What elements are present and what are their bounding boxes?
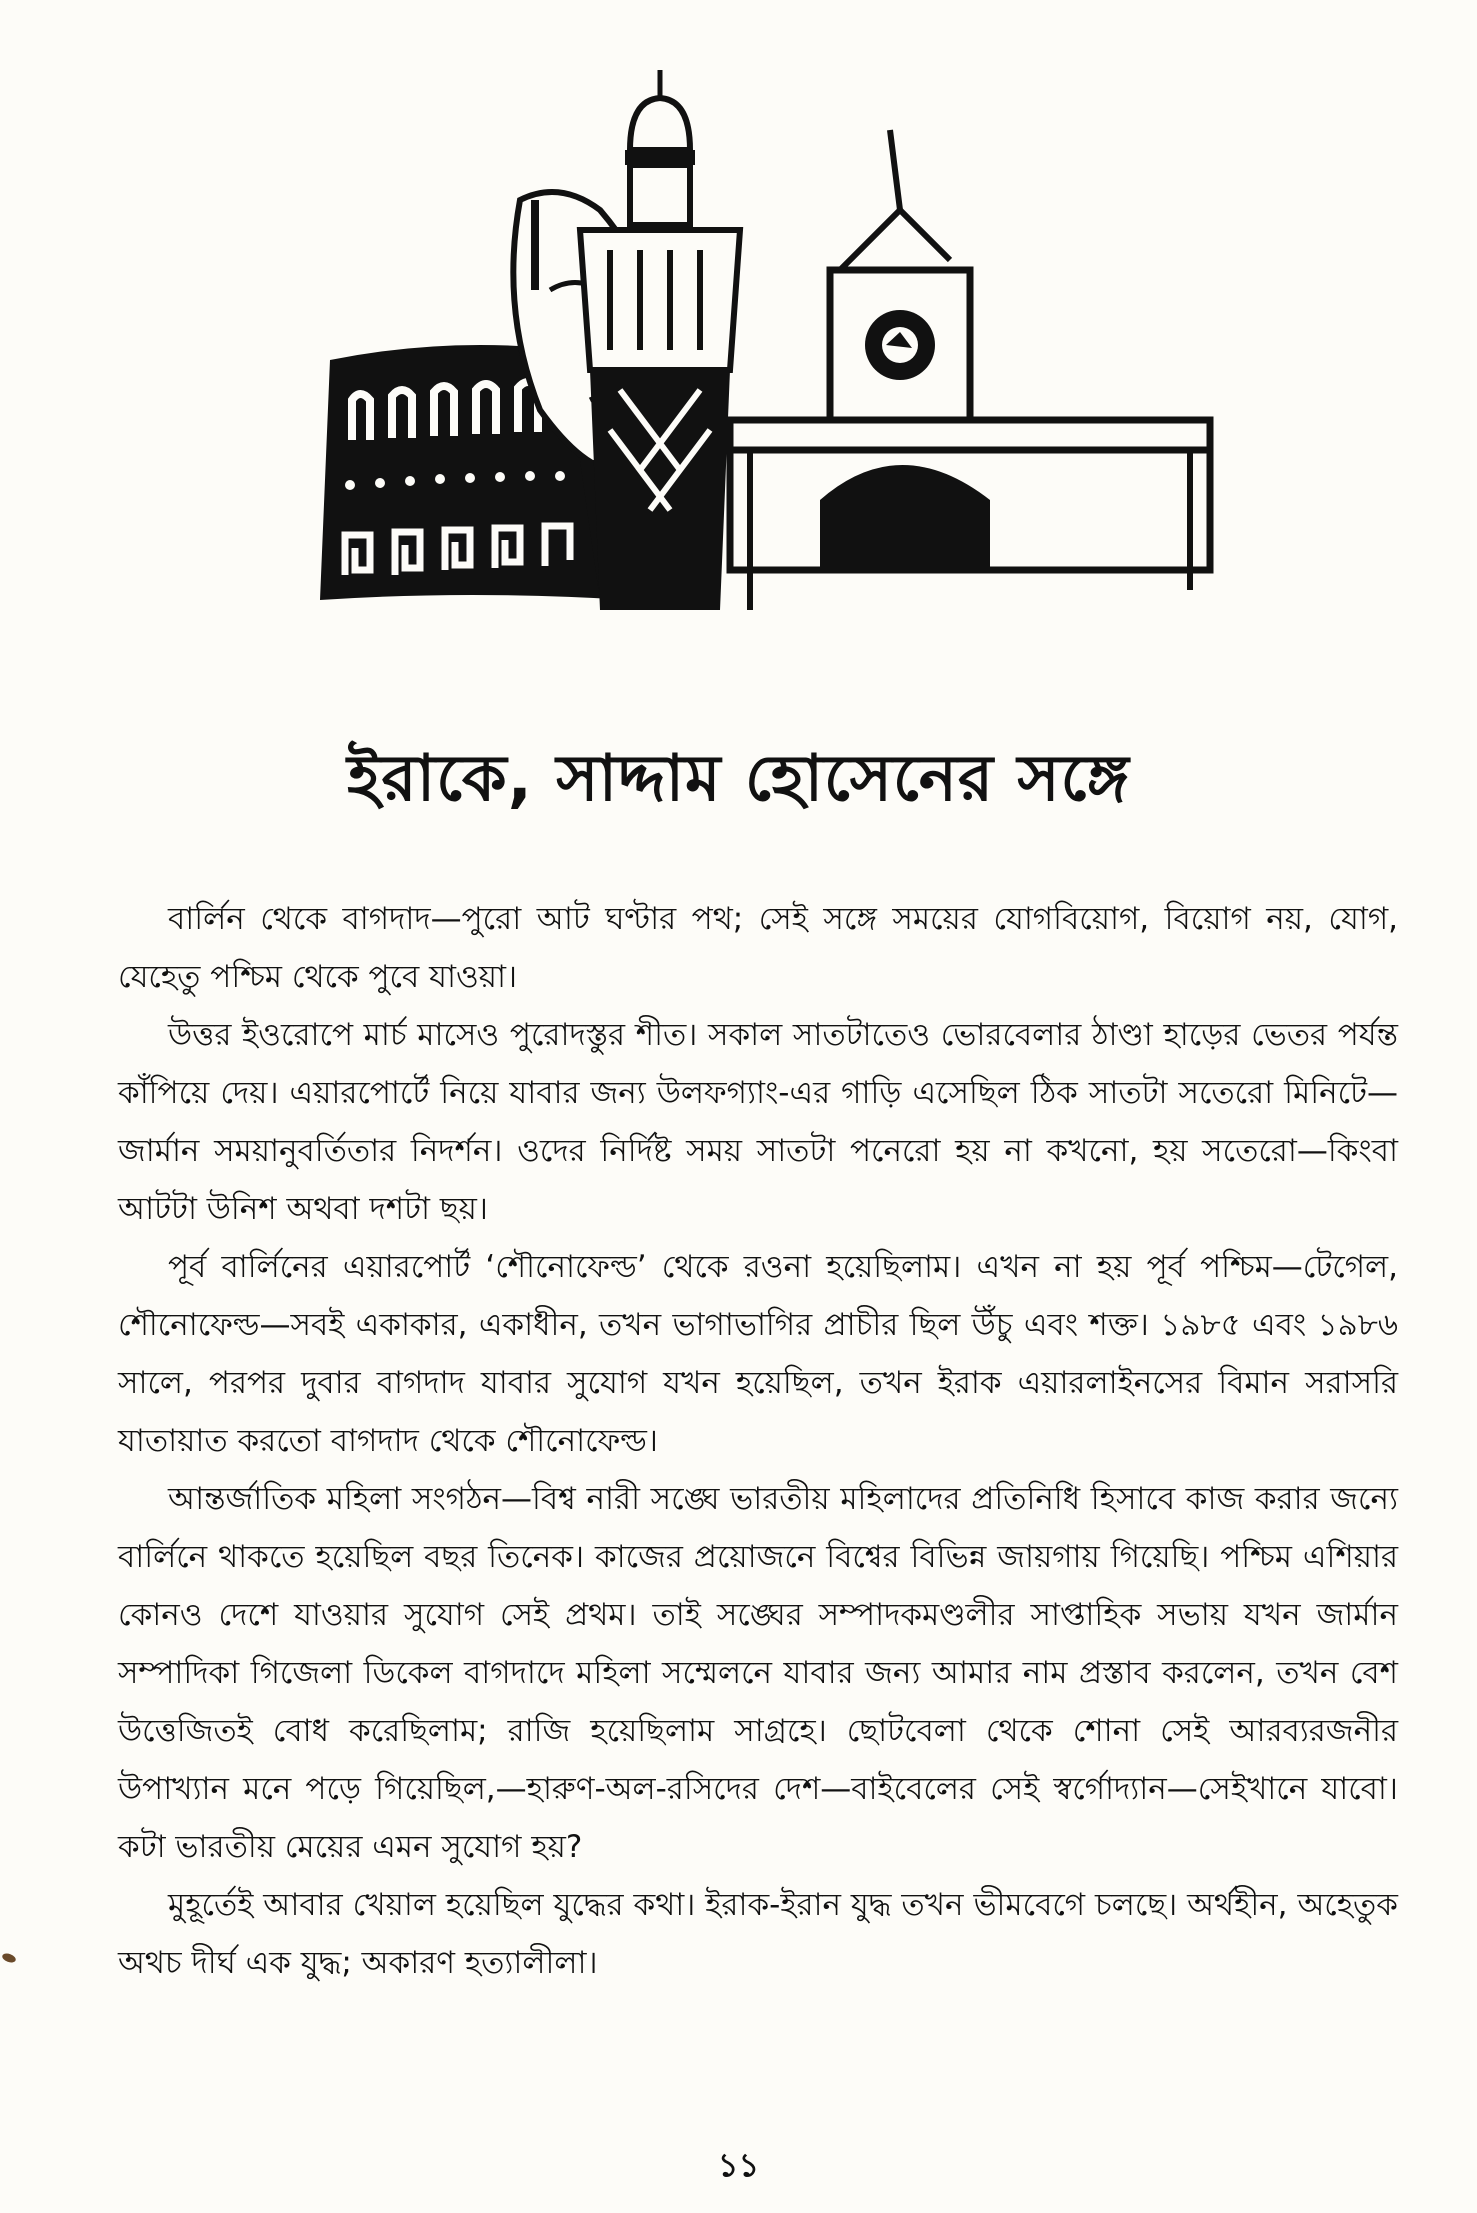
minaret-tower [580,70,740,610]
baghdad-skyline-illustration [300,70,1220,640]
page-number: ১১ [717,2146,760,2184]
paragraph: আন্তর্জাতিক মহিলা সংগঠন—বিশ্ব নারী সঙ্ঘে ভারতীয় মহিলাদের প্রতিনিধি হিসাবে কাজ করার জন্যে বার্লিনে থাকতে হয়েছিল বছর তিনেক। কাজের প্রয়োজনে বিশ্বের বিভিন্ন জায়গায় গিয়েছি। পশ্চিম এশিয়ার কোনও দেশে যাওয়ার সুযোগ সেই প্রথম। তাই সঙ্ঘের সম্পাদকমণ্ডলীর সাপ্তাহিক সভায় যখন জার্মান সম্পাদিকা গিজেলা ডিকেল বাগদাদে মহিলা সম্মেলনে যাবার জন্য আমার নাম প্রস্তাব করলেন, তখন বেশ উত্তেজিতই বোধ করেছিলাম; রাজি হয়েছিলাম সাগ্রহে। ছোটবেলা থেকে শোনা সেই আরব্যরজনীর উপাখ্যান মনে পড়ে গিয়েছিল,—হারুণ-অল-রসিদের দেশ—বাইবেলের সেই স্বর্গোদ্যান—সেইখানে যাবো। কটা ভারতীয় মেয়ের এমন সুযোগ হয়? [118,1481,1398,1865]
clock-tower [730,130,1210,610]
paragraph: উত্তর ইওরোপে মার্চ মাসেও পুরোদস্তুর শীত। সকাল সাতটাতেও ভোরবেলার ঠাণ্ডা হাড়ের ভেতর পর্যন্ত কাঁপিয়ে দেয়। এয়ারপোর্টে নিয়ে যাবার জন্য উলফগ্যাং-এর গাড়ি এসেছিল ঠিক সাতটা সতেরো মিনিটে—জার্মান সময়ানুবর্তিতার নিদর্শন। ওদের নির্দিষ্ট সময় সাতটা পনেরো হয় না কখনো, হয় সতেরো—কিংবা আটটা উনিশ অথবা দশটা ছয়। [118,1017,1398,1227]
paragraph: মুহূর্তেই আবার খেয়াল হয়েছিল যুদ্ধের কথা। ইরাক-ইরান যুদ্ধ তখন ভীমবেগে চলছে। অর্থহীন, অহেতুক অথচ দীর্ঘ এক যুদ্ধ; অকারণ হত্যালীলা। [118,1887,1398,1981]
paragraph: বার্লিন থেকে বাগদাদ—পুরো আট ঘণ্টার পথ; সেই সঙ্গে সময়ের যোগবিয়োগ, বিয়োগ নয়, যোগ, যেহেতু পশ্চিম থেকে পুবে যাওয়া। [118,901,1398,995]
page-title: ইরাকে, সাদ্দাম হোসেনের সঙ্গে [347,742,1130,816]
margin-ink-mark [1,1952,17,1964]
chapter-body [118,890,1398,1992]
paragraph: পূর্ব বার্লিনের এয়ারপোর্ট ‘শৌনোফেল্ড’ থেকে রওনা হয়েছিলাম। এখন না হয় পূর্ব পশ্চিম—টেগেল, শৌনোফেল্ড—সবই একাকার, একাধীন, তখন ভাগাভাগির প্রাচীর ছিল উঁচু এবং শক্ত। ১৯৮৫ এবং ১৯৮৬ সালে, পরপর দুবার বাগদাদ যাবার সুযোগ যখন হয়েছিল, তখন ইরাক এয়ারলাইনসের বিমান সরাসরি যাতায়াত করতো বাগদাদ থেকে শৌনোফেল্ড। [118,1249,1398,1459]
